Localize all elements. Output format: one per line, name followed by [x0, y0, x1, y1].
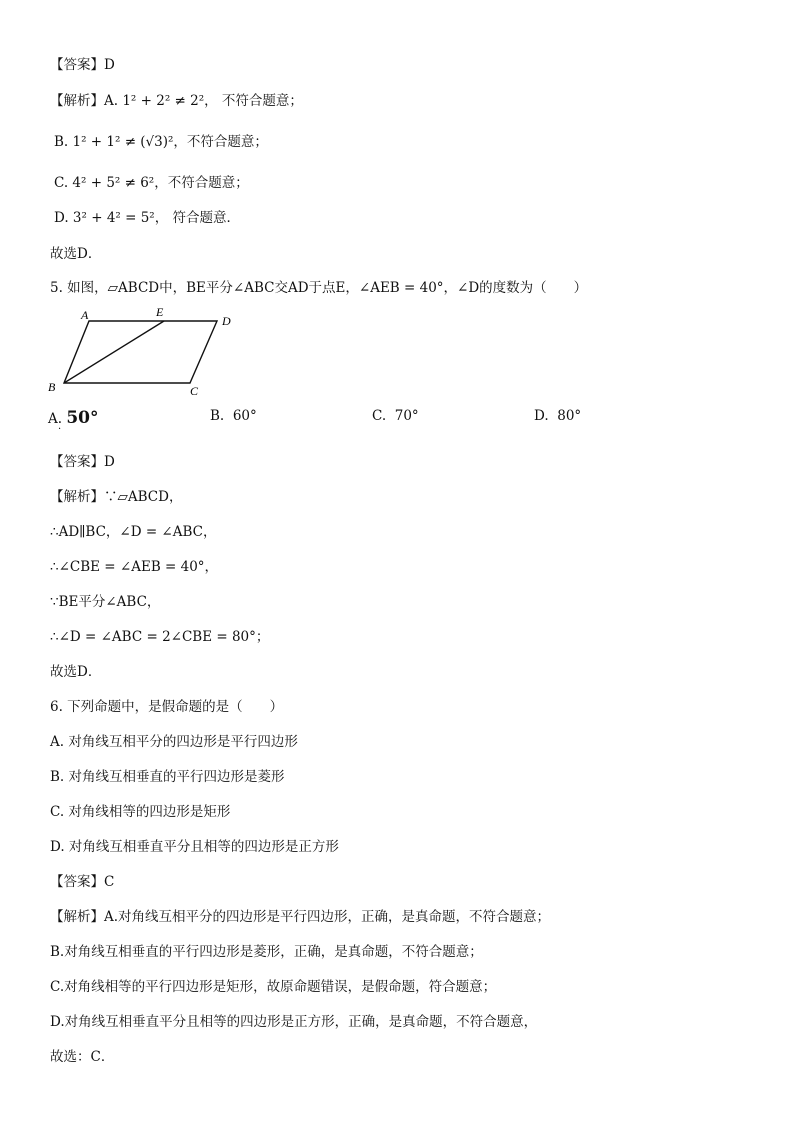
q4-analysis-a [50, 92, 303, 110]
label-d: D [222, 314, 231, 328]
label-b: B [48, 380, 56, 394]
q6-analysis-d: D.对角线互相垂直平分且相等的四边形是正方形，正确，是真命题，不符合题意， [50, 1014, 538, 1030]
q5-conclusion: 故选D． [50, 664, 102, 680]
parallelogram-figure [44, 300, 254, 400]
q6-analysis-b: B.对角线互相垂直的平行四边形是菱形，正确，是真命题，不符合题意； [50, 944, 483, 960]
label-c: C [190, 384, 199, 398]
q5-stem: 5. 如图，▱ABCD中，BE平分∠ABC交AD于点E，∠AEB = 40°，∠D的度数为（ ） [50, 280, 588, 296]
label-e: E [156, 305, 164, 319]
q5-step-4: ∵BE平分∠ABC， [50, 594, 161, 610]
option-letter: D. [534, 408, 549, 424]
q4-line-d: D. 3² + 4² = 5²， 符合题意． [54, 210, 241, 226]
option-letter: A. [48, 411, 63, 427]
option-letter: C. [372, 408, 387, 424]
q6-option-b: B. 对角线互相垂直的平行四边形是菱形 [50, 769, 285, 785]
q5-answer: 【答案】D [50, 454, 115, 470]
option-value: 70° [394, 408, 419, 424]
q4-line-a: A. 1² + 2² ≠ 2²， 不符合题意； [104, 93, 303, 109]
q5-option-b [210, 408, 257, 424]
label-a: A [81, 308, 89, 322]
q6-stem: 6. 下列命题中，是假命题的是（ ） [50, 699, 284, 715]
q6-conclusion: 故选：C． [50, 1049, 115, 1065]
q6-analysis-a: 【解析】A.对角线互相平分的四边形是平行四边形，正确，是真命题，不符合题意； [50, 909, 551, 925]
q5-step-2: ∴AD∥BC，∠D = ∠ABC， [50, 524, 217, 540]
stray-mark: · [58, 424, 62, 435]
option-value: 50° [66, 408, 99, 428]
q5-option-c [372, 408, 419, 424]
option-letter: B. [210, 408, 225, 424]
option-value: 80° [557, 408, 582, 424]
q4-line-c: C. 4² + 5² ≠ 6²，不符合题意； [54, 175, 249, 191]
q5-option-d [534, 408, 581, 424]
q6-option-a: A. 对角线互相平分的四边形是平行四边形 [50, 734, 298, 750]
q5-step-1: 【解析】∵▱ABCD， [50, 489, 183, 505]
q5-step-5: ∴∠D = ∠ABC = 2∠CBE = 80°； [50, 629, 270, 645]
q5-option-a [48, 408, 99, 428]
q4-line-b: B. 1² + 1² ≠ (√3)²，不符合题意； [54, 134, 268, 150]
q6-analysis-c: C.对角线相等的平行四边形是矩形，故原命题错误，是假命题，符合题意； [50, 979, 497, 995]
analysis-label: 【解析】 [50, 93, 104, 109]
parallelogram-abcd [64, 321, 217, 383]
segment-be [64, 321, 164, 383]
q6-option-c: C. 对角线相等的四边形是矩形 [50, 804, 231, 820]
q4-conclusion: 故选D． [50, 246, 102, 262]
q6-answer: 【答案】C [50, 874, 115, 890]
option-value: 60° [232, 408, 257, 424]
q6-option-d: D. 对角线互相垂直平分且相等的四边形是正方形 [50, 839, 339, 855]
q5-step-3: ∴∠CBE = ∠AEB = 40°， [50, 559, 219, 575]
q4-answer: 【答案】D [50, 57, 115, 73]
